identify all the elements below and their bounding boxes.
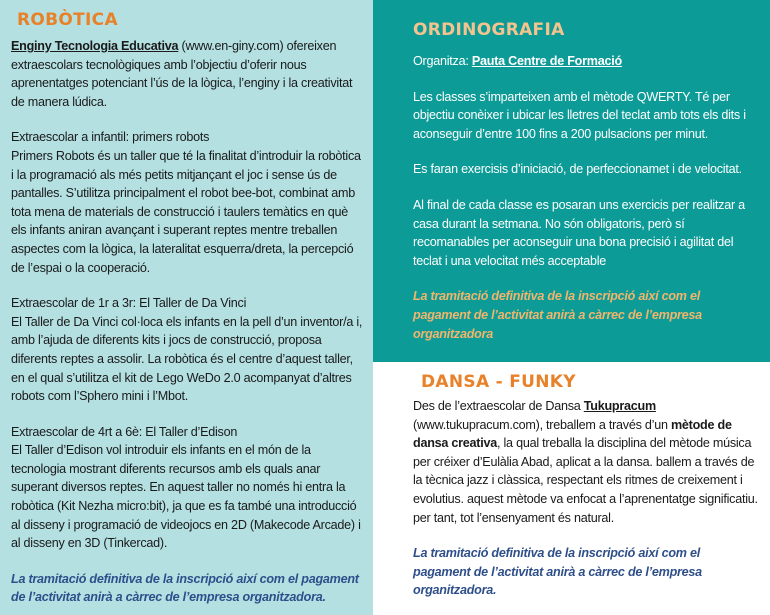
dansa-t3: , la qual treballa la disciplina del mètode música per créixer d’Eulàlia Abad, aplicat a la dansa. ballem a través de la tècnica jazz i clàssica, respectant els ritmes de creixement i evolutius. aquest mètode va enfocat a l’aprenentatge significatiu. per tant, tot l’ensenyament és natural.	[413, 436, 758, 525]
edison-title: Extraescolar de 4rt a 6è: El Taller d’Edison	[11, 424, 238, 439]
dansa-note: La tramitació definitiva de la inscripció així com el pagament de l’activitat anirà a càrrec de l’empresa organitzadora.	[413, 546, 702, 598]
ordinografia-note: La tramitació definitiva de la inscripció així com el pagament de l’activitat anirà a càrrec de l’empresa organitzadora	[413, 289, 702, 341]
ordinografia-p3: Al final de cada classe es posaran uns exercicis per realitzar a casa durant la setmana. No són obligatoris, però sí recomanables per aconseguir una bona precisió i agilitat del teclat i una velocitat més acceptable	[413, 197, 745, 268]
infantil-title: Extraescolar a infantil: primers robots	[11, 130, 210, 145]
edison-text: El Taller d’Edison vol introduir els infants en el món de la tecnologia mostrant diferents recursos amb els quals anar superant diversos reptes. En aquest taller no només hi entra la robòtica (Kit Nezha micro:bit), ja que es fa també una introducció al disseny i programació de videojocs en 2D (Makecode Arcade) i al disseny en 3D (Tinkercad).	[11, 443, 361, 551]
dansa-text	[413, 397, 760, 527]
edison-block	[11, 423, 363, 553]
ordinografia-org	[413, 52, 758, 71]
infantil-text: Primers Robots és un taller que té la finalitat d’introduir la robòtica i la programació als més petits mitjançant el joc i sense ús de pantalles. S’utilitza principalment el robot bee-bot, combinat amb tota mena de materials de construcció i taulers temàtics en què els infants aniran avançant i superant reptes mentre treballen aspectes com la lògica, la lateralitat esquerra/dreta, la percepció de l’espai o la cooperació.	[11, 148, 361, 275]
right-column	[373, 0, 770, 615]
dansa-t1: Des de l’extraescolar de Dansa	[413, 399, 584, 413]
tukupracum-link[interactable]: Tukupracum	[583, 399, 656, 413]
davinci-text: El Taller de Da Vinci col·loca els infants en la pell d’un inventor/a i, amb l’ajuda de diferents kits i jocs de construcció, proposa diferents reptes a assolir. La robòtica és el centre d’aquest taller, en el qual s’utilitza el kit de Lego WeDo 2.0 acompanyat d’altres robots com l’Sphero mini i l’Mbot.	[11, 314, 363, 404]
enginy-link[interactable]: Enginy Tecnologia Educativa	[11, 39, 179, 53]
ordinografia-p1: Les classes s’imparteixen amb el mètode QWERTY. Té per objectiu conèixer i ubicar les lletres del teclat amb tots els dits i aconseguir d’entre 100 fins a 200 pulsacions per minut.	[413, 89, 746, 141]
robotica-note: La tramitació definitiva de la inscripció així com el pagament de l’activitat anirà a càrrec de l’empresa organitzadora.	[11, 571, 359, 605]
intro-text: (www.en-giny.com) ofereixen extraescolars tecnològiques amb l’objectiu d’oferir nous aprenentatges potenciant l’ús de la lògica, l’enginy i la creativitat de manera lúdica.	[11, 39, 353, 109]
ordinografia-title: ORDINOGRAFIA	[413, 20, 565, 40]
robotica-section	[0, 0, 373, 615]
org-label: Organitza:	[413, 54, 472, 68]
dansa-title: DANSA - FUNKY	[421, 372, 576, 392]
dansa-section	[373, 362, 770, 615]
robotica-intro	[11, 37, 363, 111]
robotica-title: ROBÒTICA	[17, 10, 118, 30]
ordinografia-p2: Es faran exercisis d’iniciació, de perfeccionamet i de velocitat.	[413, 162, 742, 177]
dansa-method: mètode de dansa creativa	[413, 417, 732, 451]
pauta-link[interactable]: Pauta Centre de Formació	[471, 54, 622, 68]
davinci-title: Extraescolar de 1r a 3r: El Taller de Da Vinci	[11, 296, 247, 311]
davinci-block	[11, 294, 363, 406]
ordinografia-section	[373, 0, 770, 362]
dansa-t2: (www.tukupracum.com), treballem a través d’un	[413, 417, 671, 432]
infantil-block	[11, 128, 363, 277]
